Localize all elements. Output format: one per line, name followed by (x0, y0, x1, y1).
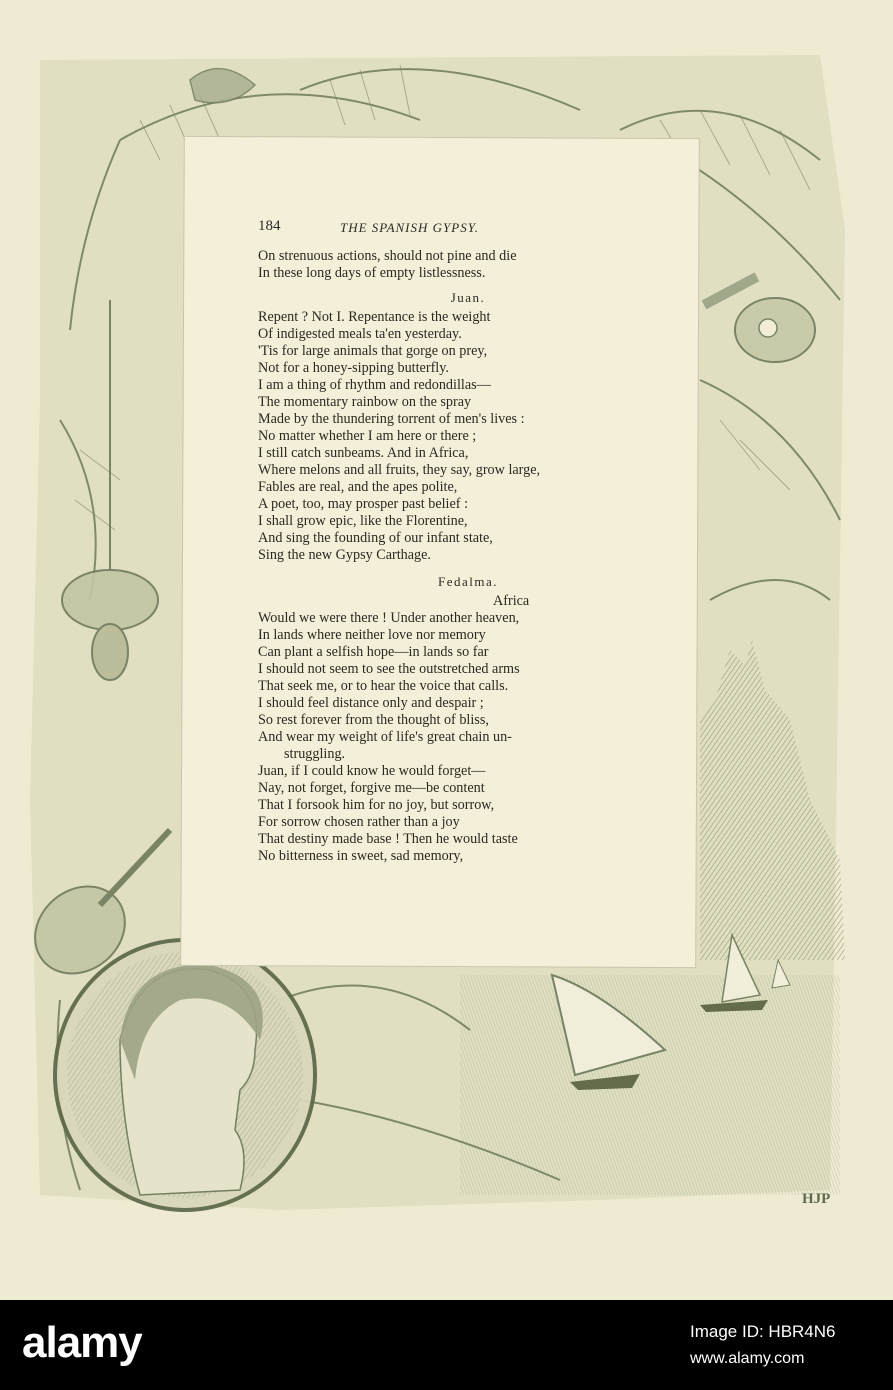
verse-line: Made by the thundering torrent of men's lives : (258, 411, 525, 427)
verse-line: The momentary rainbow on the spray (258, 394, 472, 410)
verse-line: I still catch sunbeams. And in Africa, (258, 445, 469, 461)
verse-line: Nay, not forget, forgive me—be content (258, 780, 485, 796)
verse-line: Africa (493, 593, 530, 609)
verse-line: That seek me, or to hear the voice that calls. (258, 678, 509, 694)
verse-line: No matter whether I am here or there ; (258, 428, 477, 444)
poem-text (258, 218, 678, 865)
verse-line: Not for a honey-sipping butterfly. (258, 360, 449, 376)
verse-line: A poet, too, may prosper past belief : (258, 496, 469, 512)
portrait-medallion (55, 940, 315, 1210)
watermark-banner (0, 1300, 893, 1390)
image-id: Image ID: HBR4N6 (690, 1322, 836, 1341)
artist-monogram: HJP (802, 1191, 831, 1207)
verse-line: So rest forever from the thought of bliss, (258, 712, 489, 728)
verse-line: Of indigested meals ta'en yesterday. (258, 326, 462, 342)
verse-line: And wear my weight of life's great chain un- (258, 729, 512, 745)
verse-line: Where melons and all fruits, they say, grow large, (258, 462, 541, 478)
verse-line: I am a thing of rhythm and redondillas— (258, 377, 491, 393)
verse-line: Fables are real, and the apes polite, (258, 479, 458, 495)
verse-line: That I forsook him for no joy, but sorrow, (258, 797, 495, 813)
page-header (258, 218, 678, 242)
verse-line: In these long days of empty listlessness. (258, 265, 486, 281)
verse-line: I should feel distance only and despair ; (258, 695, 484, 711)
page-number: 184 (258, 218, 281, 234)
alamy-logo: alamy (22, 1318, 142, 1367)
verse-line: And sing the founding of our infant state, (258, 530, 493, 546)
speaker-name: Fedalma. (437, 574, 498, 589)
verse-line: In lands where neither love nor memory (258, 627, 486, 643)
verse-line: Can plant a selfish hope—in lands so far (258, 644, 489, 660)
verse-line: Repent ? Not I. Repentance is the weight (258, 309, 491, 325)
verse-line: 'Tis for large animals that gorge on prey, (258, 343, 488, 359)
verse-line: Sing the new Gypsy Carthage. (258, 547, 431, 563)
running-head: THE SPANISH GYPSY. (340, 220, 479, 235)
site-url[interactable]: www.alamy.com (690, 1350, 805, 1367)
verse-line: I should not seem to see the outstretched arms (258, 661, 520, 677)
verse-line: No bitterness in sweet, sad memory, (258, 848, 464, 864)
verse-line: I shall grow epic, like the Florentine, (258, 513, 468, 529)
verse-line: On strenuous actions, should not pine and die (258, 248, 517, 264)
verse-line: Juan, if I could know he would forget— (258, 763, 486, 779)
verse-line: Would we were there ! Under another heaven, (258, 610, 520, 626)
verse-line: struggling. (284, 746, 346, 762)
speaker-name: Juan. (450, 290, 486, 305)
verse-line: That destiny made base ! Then he would taste (258, 831, 518, 847)
verse-line: For sorrow chosen rather than a joy (258, 814, 460, 830)
